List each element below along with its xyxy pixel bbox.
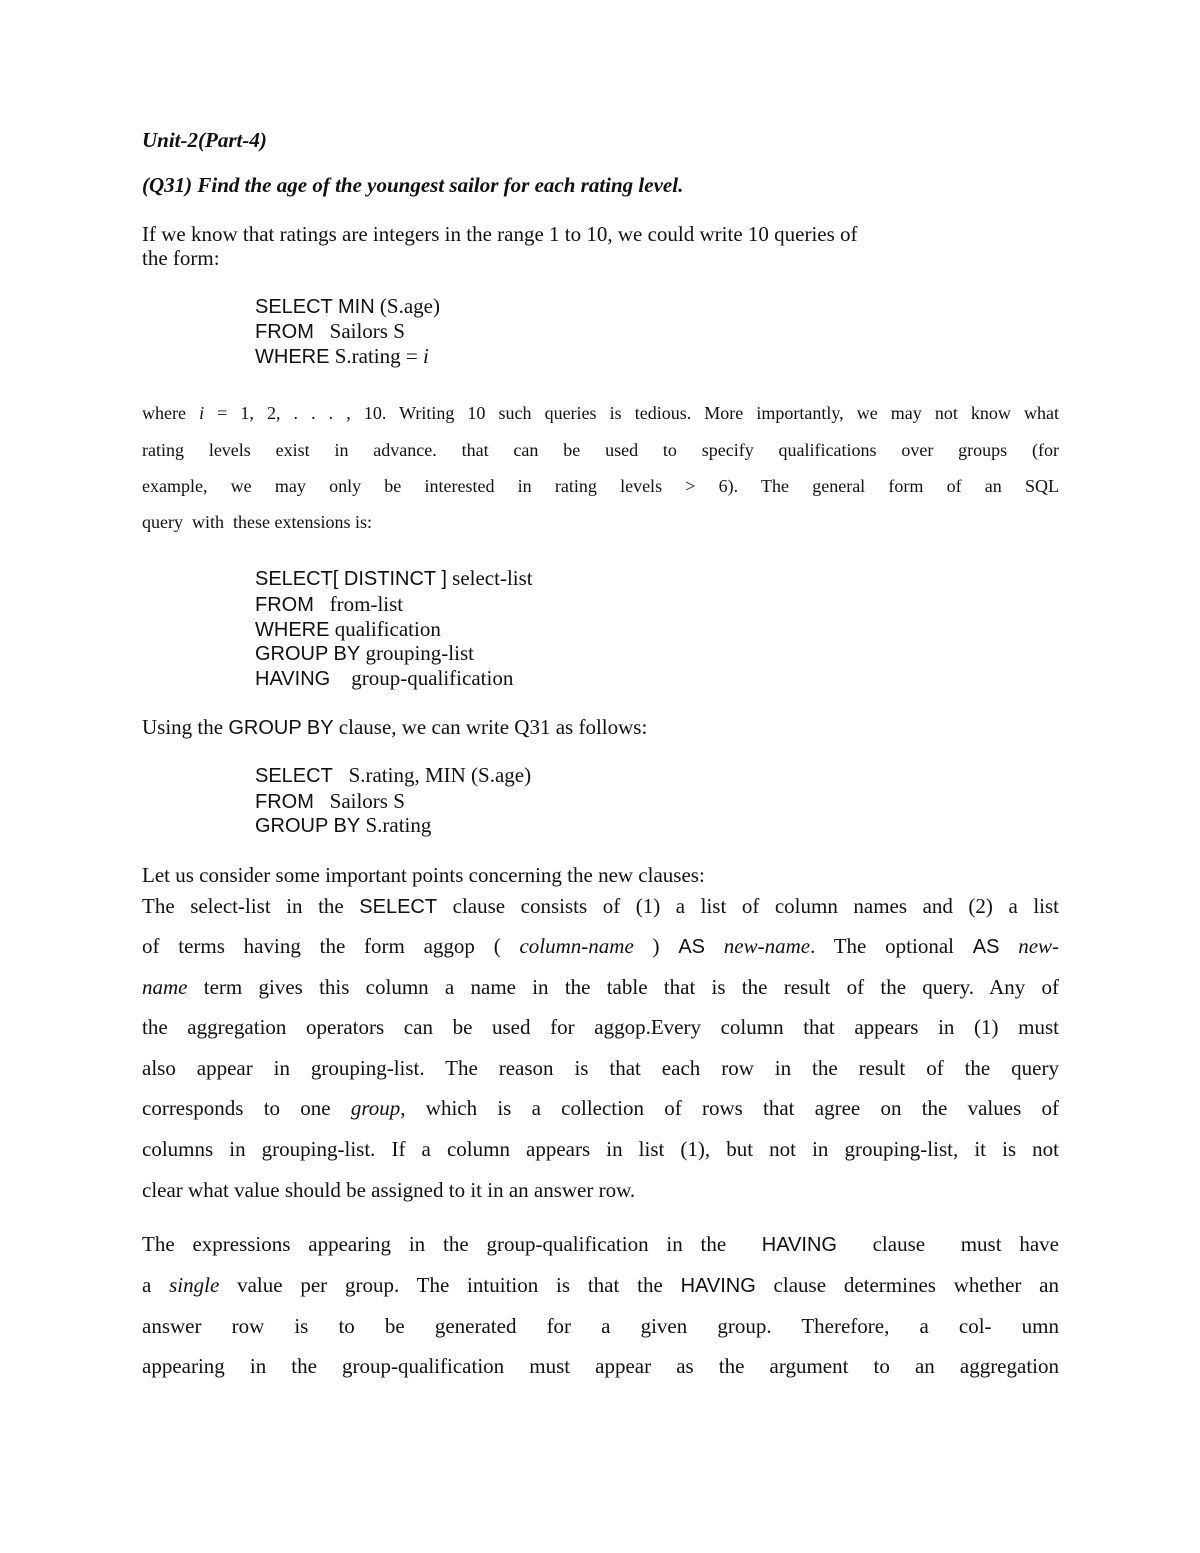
general-where-line (255, 617, 441, 642)
query1-select-line (255, 294, 440, 319)
text-run: corresponds to one (142, 1096, 351, 1120)
para3-line-1 (142, 1232, 1059, 1257)
question-title: (Q31) Find the age of the youngest sailor for each rating level. (142, 173, 684, 197)
text-run: = 1, 2, . . . , 10. Writing 10 such queries is tedious. More importantly, we may not know what (204, 403, 1060, 423)
variable-text: i (199, 403, 205, 423)
query1-where-line (255, 344, 429, 369)
para2-line-4: the aggregation operators can be used for aggop.Every column that appears in (1) must (142, 1015, 1059, 1039)
sql-keyword: AS (972, 936, 1000, 958)
general-group-line (255, 641, 474, 666)
text-run: The expressions appearing in the group-qualification in the (142, 1232, 762, 1256)
para3-line-2 (142, 1273, 1059, 1298)
para2-line-1 (142, 894, 1059, 919)
using-group-by-line (142, 715, 647, 740)
italic-term: name (142, 975, 188, 999)
para2-line-7: columns in grouping-list. If a column appears in list (1), but not in grouping-list, it is not (142, 1137, 1059, 1161)
para1-line-1 (142, 401, 1059, 425)
para2-line-6 (142, 1096, 1059, 1120)
sql-keyword: FROM (255, 321, 314, 343)
sql-text: S.rating (360, 813, 432, 837)
text-run: ) (633, 934, 679, 958)
text-run: clause consists of (1) a list of column names and (2) a list (437, 894, 1059, 918)
text-run: of terms having the form aggop ( (142, 934, 520, 958)
sql-keyword: GROUP BY (255, 815, 361, 837)
sql-keyword: WHERE (255, 619, 330, 641)
text-run (705, 934, 724, 958)
text-run: a (142, 1273, 170, 1297)
sql-keyword: HAVING (761, 1234, 837, 1256)
para1-line-2: rating levels exist in advance. that can be used to specify qualifications over groups (for (142, 440, 1059, 460)
unit-title: Unit-2(Part-4) (142, 128, 267, 152)
sql-text: Sailors S (313, 789, 405, 813)
para3-line-3: answer row is to be generated for a given group. Therefore, a col- umn (142, 1314, 1059, 1338)
text-run: value per group. The intuition is that the (219, 1273, 681, 1297)
text-run: where (142, 403, 200, 423)
text-run: , which is a collection of rows that agree on the values of (400, 1096, 1059, 1120)
sql-text: qualification (329, 617, 441, 641)
sql-text: select-list (446, 566, 533, 590)
sql-keyword: FROM (255, 791, 314, 813)
italic-term: group (350, 1096, 401, 1120)
para2-line-2 (142, 934, 1059, 959)
italic-term: column-name (519, 934, 634, 958)
sql-keyword: HAVING (255, 668, 331, 690)
text-run: The select-list in the (142, 894, 360, 918)
sql-text: S.rating, MIN (S.age) (332, 763, 532, 787)
text-run (999, 934, 1018, 958)
intro-line-2: the form: (142, 246, 220, 270)
sql-variable: i (422, 344, 429, 368)
text-run: term gives this column a name in the table that is the result of the query. Any of (187, 975, 1059, 999)
sql-keyword: SELECT MIN (255, 296, 375, 318)
italic-term: single (169, 1273, 220, 1297)
sql-keyword: HAVING (680, 1275, 756, 1297)
sql-keyword: GROUP BY (255, 643, 361, 665)
italic-term: new-name (723, 934, 811, 958)
para1-line-4: query with these extensions is: (142, 512, 372, 532)
sql-text: from-list (313, 592, 404, 616)
general-having-line (255, 666, 513, 691)
para3-line-4: appearing in the group-qualification must appear as the argument to an aggregation (142, 1354, 1059, 1378)
sql-keyword: FROM (255, 594, 314, 616)
italic-term: new- (1018, 934, 1060, 958)
para2-line-3 (142, 975, 1059, 999)
text-run: . The optional (810, 934, 973, 958)
query1-from-line (255, 319, 405, 344)
sql-text: group-qualification (330, 666, 514, 690)
text-run: Using the (142, 715, 229, 739)
sql-text: Sailors S (313, 319, 405, 343)
sql-keyword: SELECT (359, 896, 438, 918)
sql-keyword: WHERE (255, 346, 330, 368)
general-from-line (255, 592, 403, 617)
text-run: clause determines whether an (755, 1273, 1059, 1297)
query2-group-line (255, 813, 431, 838)
para2-line-0: Let us consider some important points concerning the new clauses: (142, 863, 705, 887)
sql-text: grouping-list (360, 641, 474, 665)
para2-line-8: clear what value should be assigned to it in an answer row. (142, 1178, 636, 1202)
query2-from-line (255, 789, 405, 814)
sql-text: S.rating = (329, 344, 423, 368)
sql-keyword: SELECT (255, 765, 333, 787)
sql-keyword: AS (678, 936, 705, 958)
intro-line-1: If we know that ratings are integers in the range 1 to 10, we could write 10 queries of (142, 222, 858, 246)
general-select-line (255, 566, 533, 591)
para1-line-3: example, we may only be interested in rating levels > 6). The general form of an SQL (142, 476, 1059, 496)
para2-line-5: also appear in grouping-list. The reason is that each row in the result of the query (142, 1056, 1059, 1080)
sql-keyword: SELECT[ DISTINCT ] (255, 568, 447, 590)
text-run: clause must have (837, 1232, 1059, 1256)
sql-text: (S.age) (374, 294, 440, 318)
sql-keyword: GROUP BY (228, 717, 334, 739)
text-run: clause, we can write Q31 as follows: (333, 715, 648, 739)
query2-select-line (255, 763, 531, 788)
